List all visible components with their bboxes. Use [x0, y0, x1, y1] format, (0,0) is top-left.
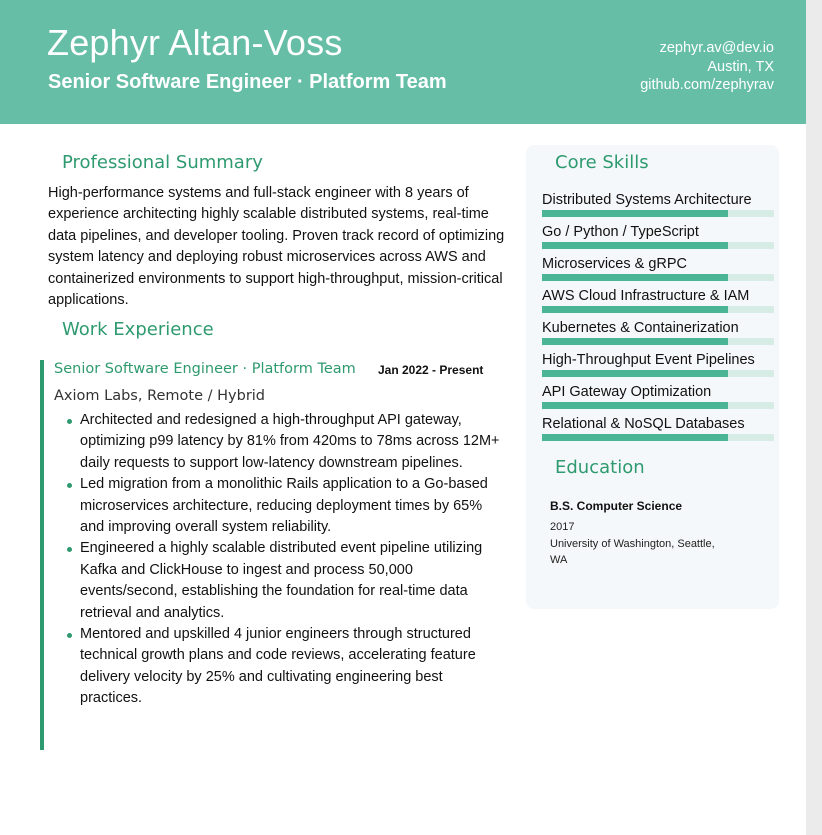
bullet-dot-icon	[67, 633, 72, 638]
skill-bar-fill	[542, 434, 728, 441]
skill-item	[542, 319, 774, 351]
contact-info	[640, 39, 774, 95]
summary-text: High-performance systems and full-stack engineer with 8 years of experience architecting highly scalable distributed systems, real-time data pipelines, and developer tooling. Proven track record of optimizing system latency and deploying robust microservices across AWS and containerized environments to support high-throughput, mission-critical applications.	[48, 185, 505, 309]
job-bullet	[67, 624, 507, 710]
skill-bar-fill	[542, 306, 728, 313]
job-bullet-text: Mentored and upskilled 4 junior engineers through structured technical growth plans and code reviews, accelerating feature delivery velocity by 25% and cultivating engineering best practices.	[80, 626, 476, 707]
job-title: Senior Software Engineer · Platform Team	[54, 361, 356, 377]
skill-bar-track	[542, 242, 774, 249]
job-entry	[40, 360, 510, 750]
viewer-scrollbar-gutter	[806, 0, 822, 835]
skill-bar-track	[542, 370, 774, 377]
resume-header	[0, 0, 806, 124]
skill-bar-fill	[542, 242, 728, 249]
education-heading: Education	[555, 457, 645, 478]
education-degree: B.S. Computer Science	[550, 499, 683, 513]
bullet-dot-icon	[67, 483, 72, 488]
skill-label: API Gateway Optimization	[542, 384, 712, 400]
skill-bar-track	[542, 434, 774, 441]
job-bullet	[67, 474, 507, 538]
job-bullets	[67, 410, 507, 710]
skill-label: High-Throughput Event Pipelines	[542, 352, 755, 368]
skill-bar-track	[542, 274, 774, 281]
job-bullet-text: Led migration from a monolithic Rails application to a Go-based microservices architecture, reducing deployment times by 65% and improving overall system reliability.	[80, 476, 488, 536]
skills-heading: Core Skills	[555, 152, 649, 173]
candidate-title: Senior Software Engineer · Platform Team	[48, 71, 447, 93]
job-bullet-text: Engineered a highly scalable distributed event pipeline utilizing Kafka and ClickHouse to ingest and process 50,000 events/second, establishing the foundation for real-time data retrieval and analytics.	[80, 540, 483, 621]
skill-item	[542, 351, 774, 383]
job-company: Axiom Labs, Remote / Hybrid	[54, 388, 266, 404]
job-bullet	[67, 410, 507, 474]
skill-item	[542, 223, 774, 255]
skill-bar-track	[542, 338, 774, 345]
skill-bar-track	[542, 306, 774, 313]
bullet-dot-icon	[67, 547, 72, 552]
skill-item	[542, 383, 774, 415]
job-bullet	[67, 538, 507, 624]
skill-item	[542, 415, 774, 447]
skill-bar-fill	[542, 402, 728, 409]
job-bullet-text: Architected and redesigned a high-throughput API gateway, optimizing p99 latency by 81% from 420ms to 78ms across 12M+ daily requests to support low-latency downstream pipelines.	[80, 412, 500, 471]
skill-bar-fill	[542, 274, 728, 281]
job-dates: Jan 2022 - Present	[378, 363, 484, 377]
skill-label: AWS Cloud Infrastructure & IAM	[542, 288, 750, 304]
skill-bar-track	[542, 402, 774, 409]
skill-item	[542, 255, 774, 287]
skill-label: Go / Python / TypeScript	[542, 224, 699, 240]
skill-bar-fill	[542, 210, 728, 217]
skill-label: Distributed Systems Architecture	[542, 192, 752, 208]
skill-item	[542, 287, 774, 319]
skill-label: Relational & NoSQL Databases	[542, 416, 745, 432]
skills-list	[542, 191, 774, 447]
skill-bar-fill	[542, 370, 728, 377]
candidate-name: Zephyr Altan-Voss	[47, 22, 343, 63]
skill-label: Microservices & gRPC	[542, 256, 688, 272]
skill-item	[542, 191, 774, 223]
summary-heading: Professional Summary	[62, 152, 263, 173]
education-school: University of Washington, Seattle, WA	[550, 538, 715, 566]
skill-label: Kubernetes & Containerization	[542, 320, 739, 336]
contact-location: Austin, TX	[707, 58, 774, 75]
education-year: 2017	[550, 521, 575, 533]
sidebar	[526, 145, 779, 609]
contact-email: zephyr.av@dev.io	[659, 40, 774, 56]
contact-github: github.com/zephyrav	[640, 77, 774, 93]
experience-heading: Work Experience	[62, 319, 214, 340]
skill-bar-track	[542, 210, 774, 217]
skill-bar-fill	[542, 338, 728, 345]
bullet-dot-icon	[67, 419, 72, 424]
